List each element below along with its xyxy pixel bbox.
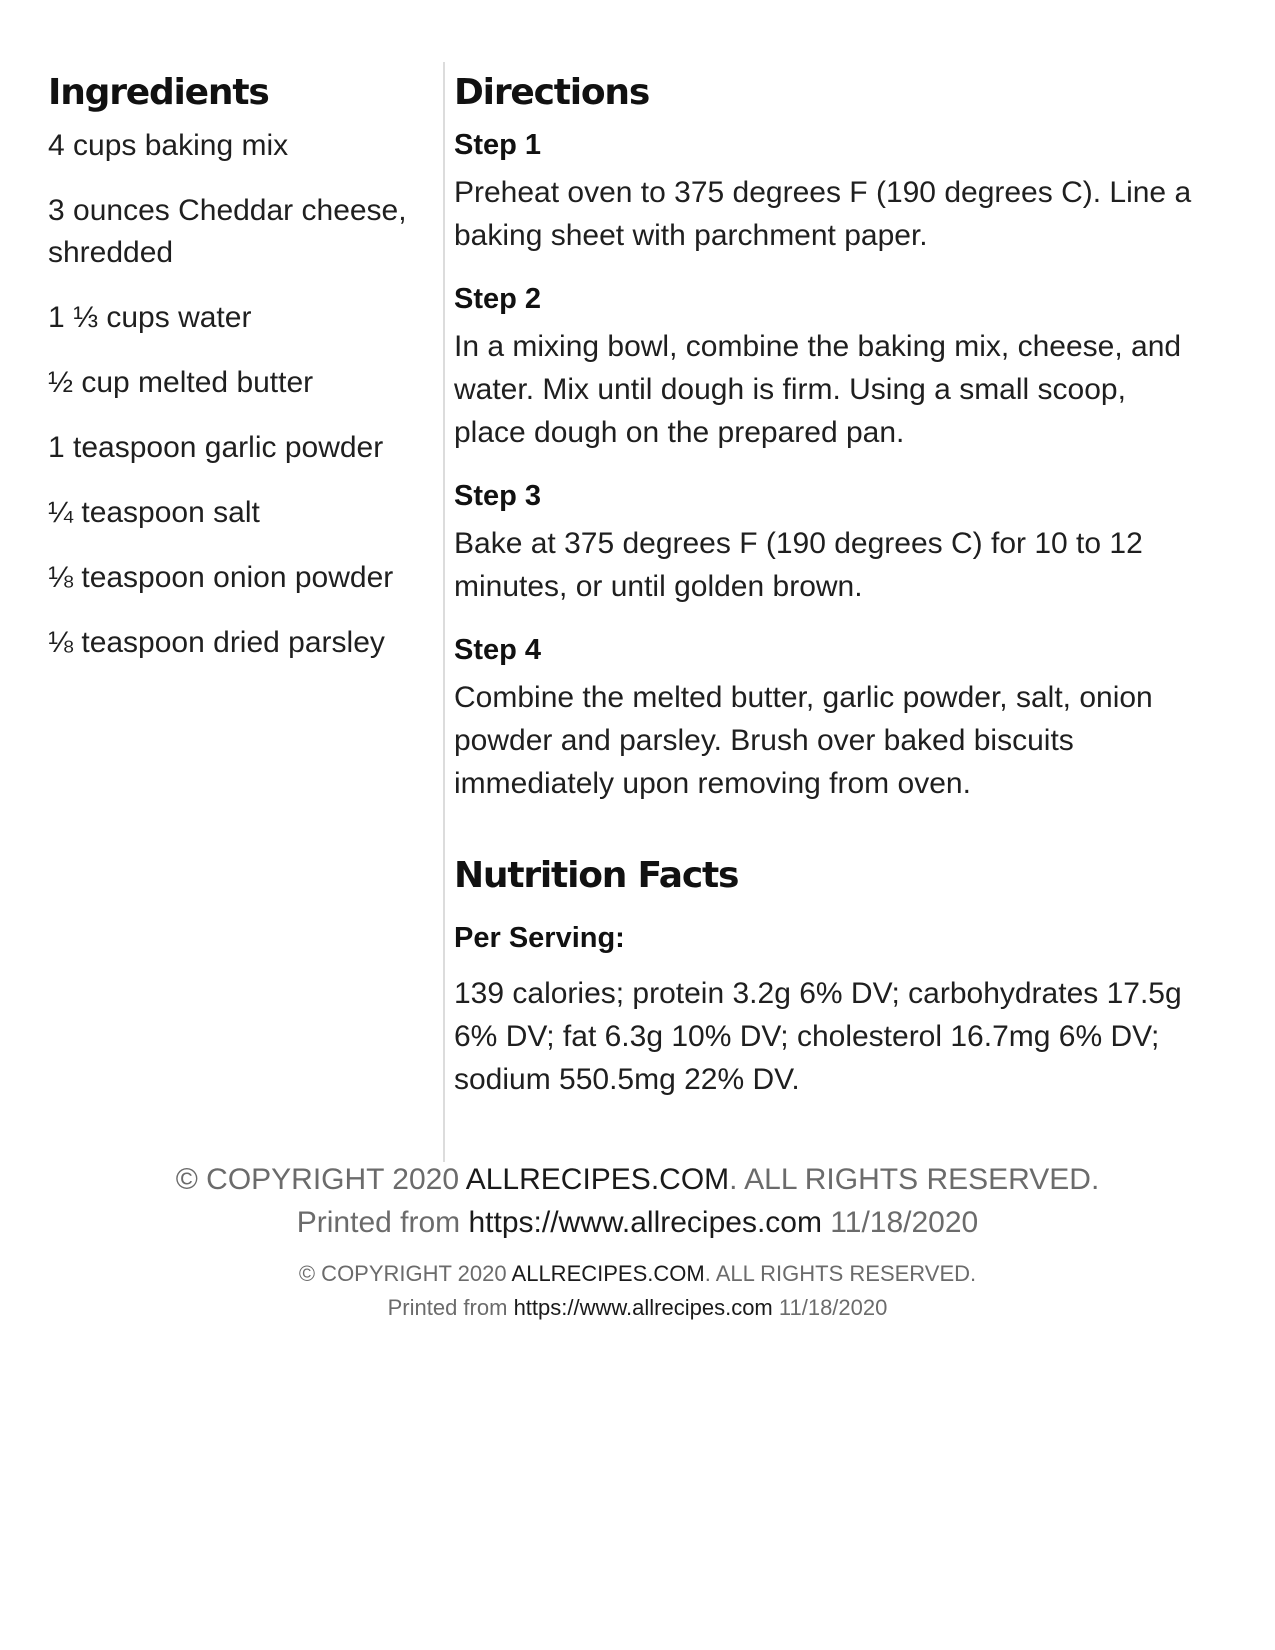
directions-heading: Directions [454, 72, 650, 113]
nutrition-heading: Nutrition Facts [454, 855, 739, 896]
rights-text: . ALL RIGHTS RESERVED. [704, 1261, 977, 1286]
ingredient-item: 1 teaspoon garlic powder [48, 431, 384, 464]
ingredient-item: ⅛ teaspoon dried parsley [48, 626, 385, 659]
print-date: 11/18/2020 [778, 1295, 888, 1320]
step-text: Bake at 375 degrees F (190 degrees C) for 10 to 12 minutes, or until golden brown. [454, 527, 1143, 603]
ingredient-item: 4 cups baking mix [48, 129, 289, 162]
step-title: Step 2 [454, 283, 542, 315]
directions-section [454, 62, 1194, 1101]
step-2 [454, 279, 1194, 454]
nutrition-section [454, 855, 1194, 1101]
print-date: 11/18/2020 [830, 1206, 979, 1239]
printed-from-line [0, 1291, 1275, 1325]
step-title: Step 3 [454, 480, 542, 512]
copyright-line [0, 1257, 1275, 1291]
ingredient-item: 1 ⅓ cups water [48, 301, 252, 334]
step-text: Combine the melted butter, garlic powder, salt, onion powder and parsley. Brush over baked biscuits immediately upon removing from oven. [454, 681, 1153, 800]
site-name: ALLRECIPES.COM [465, 1163, 730, 1196]
ingredients-section [48, 62, 438, 687]
source-url: https://www.allrecipes.com [513, 1295, 773, 1320]
printed-from-label: Printed from [387, 1295, 508, 1320]
printed-from-line [0, 1201, 1275, 1244]
ingredients-heading: Ingredients [48, 72, 269, 113]
step-title: Step 1 [454, 129, 542, 161]
per-serving-label: Per Serving: [454, 922, 625, 954]
nutrition-text: 139 calories; protein 3.2g 6% DV; carbohydrates 17.5g 6% DV; fat 6.3g 10% DV; cholesterol 16.7mg 6% DV; sodium 550.5mg 22% DV. [454, 977, 1182, 1096]
rights-text: . ALL RIGHTS RESERVED. [729, 1163, 1100, 1196]
step-text: In a mixing bowl, combine the baking mix, cheese, and water. Mix until dough is firm. Using a small scoop, place dough on the prepared pan. [454, 330, 1182, 449]
ingredients-list [48, 125, 438, 664]
step-1 [454, 125, 1194, 257]
footer-copyright-large [0, 1158, 1275, 1244]
copyright-prefix: © COPYRIGHT 2020 [298, 1261, 507, 1286]
step-3 [454, 476, 1194, 608]
copyright-prefix: © COPYRIGHT 2020 [175, 1163, 460, 1196]
step-title: Step 4 [454, 634, 542, 666]
recipe-columns [48, 62, 1228, 1162]
source-url: https://www.allrecipes.com [468, 1206, 822, 1239]
ingredient-item: 3 ounces Cheddar cheese, shredded [48, 194, 407, 269]
column-divider [443, 62, 445, 1162]
footer-copyright-small [0, 1257, 1275, 1325]
copyright-line [0, 1158, 1275, 1201]
ingredient-item: ⅛ teaspoon onion powder [48, 561, 394, 594]
ingredient-item: ½ cup melted butter [48, 366, 314, 399]
site-name: ALLRECIPES.COM [511, 1261, 705, 1286]
step-text: Preheat oven to 375 degrees F (190 degrees C). Line a baking sheet with parchment paper. [454, 176, 1192, 252]
printed-from-label: Printed from [296, 1206, 461, 1239]
step-4 [454, 630, 1194, 805]
ingredient-item: ¼ teaspoon salt [48, 496, 260, 529]
